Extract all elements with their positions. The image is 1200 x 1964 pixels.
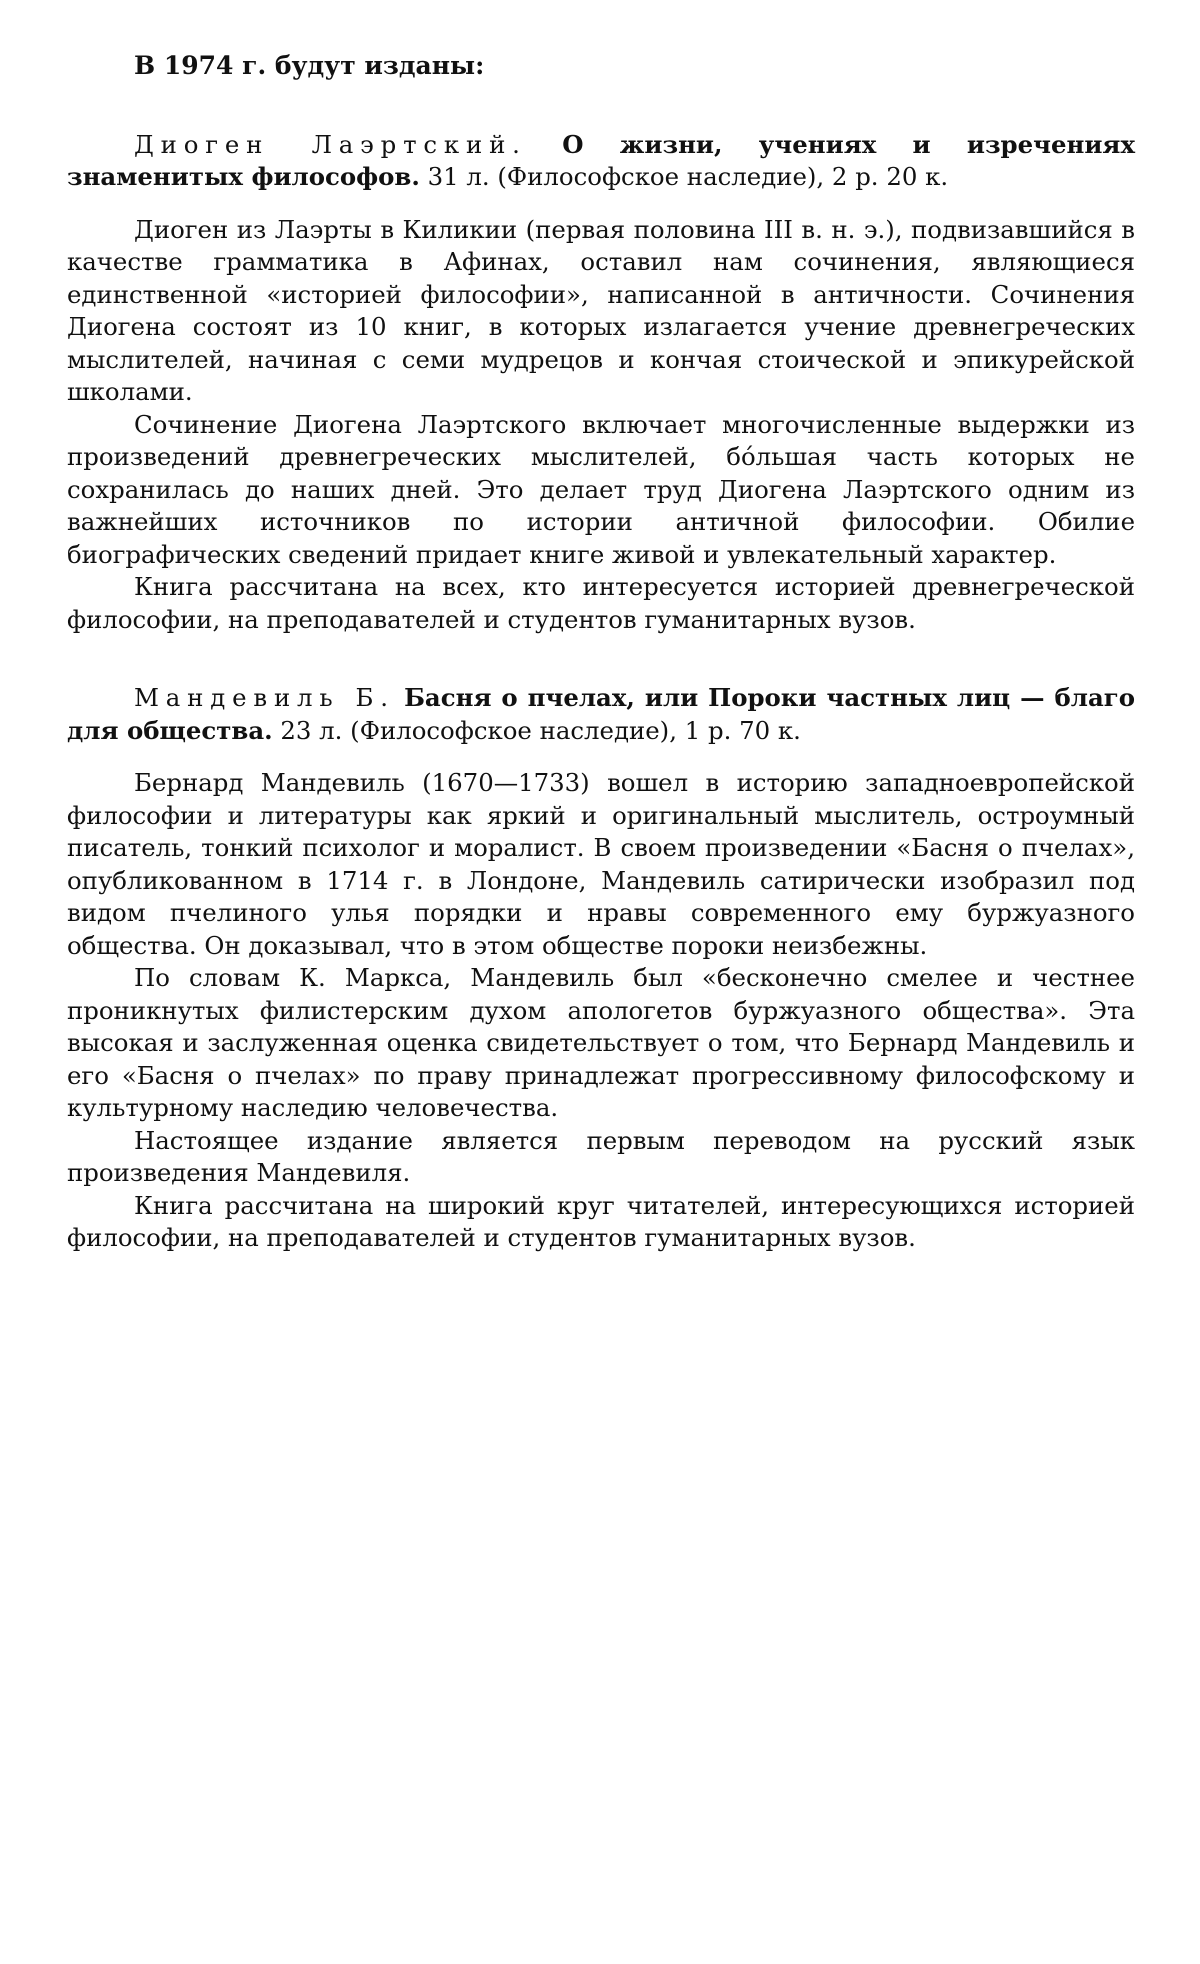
book-author: Мандевиль Б. xyxy=(134,683,395,712)
page-heading: В 1974 г. будут изданы: xyxy=(134,51,485,80)
description-paragraph: По словам К. Маркса, Мандевиль был «бесконечно смелее и честнее проникнутых филистерским духом апологетов буржуазного общества». Эта высокая и заслуженная оценка свидетельствует о том, что Бернард Мандевиль и его «Басня о пчелах» по праву принадлежат прогрессивному философскому и культурному наследию человечества. xyxy=(67,963,1135,1122)
description-paragraph: Бернард Мандевиль (1670—1733) вошел в историю западноевропейской философии и литературы как яркий и оригинальный мыслитель, остроумный писатель, тонкий психолог и моралист. В своем произведении «Басня о пчелах», опубликованном в 1714 г. в Лондоне, Мандевиль сатирически изобразил под видом пчелиного улья порядки и нравы современного ему буржуазного общества. Он доказывал, что в этом обществе пороки неизбежны. xyxy=(67,768,1135,960)
book-entry-diogenes xyxy=(67,129,1135,637)
description-paragraph: Книга рассчитана на широкий круг читателей, интересующихся историей философии, на преподавателей и студентов гуманитарных вузов. xyxy=(67,1190,1135,1252)
book-entry-mandeville xyxy=(67,682,1135,1255)
description-paragraph: Книга рассчитана на всех, кто интересуется историей древнегреческой философии, на преподавателей и студентов гуманитарных вузов. xyxy=(67,572,1135,634)
page xyxy=(67,50,1135,1255)
book-details: 31 л. (Философское наследие), 2 р. 20 к. xyxy=(427,162,949,191)
description-paragraph: Диоген из Лаэрты в Киликии (первая половина III в. н. э.), подвизавшийся в качестве грамматика в Афинах, оставил нам сочинения, являющиеся единственной «историей философии», написанной в античности. Сочинения Диогена состоят из 10 книг, в которых излагается учение древнегреческих мыслителей, начиная с семи мудрецов и кончая стоической и эпикурейской школами. xyxy=(67,214,1135,406)
book-details: 23 л. (Философское наследие), 1 р. 70 к. xyxy=(280,715,801,745)
book-author: Диоген Лаэртский. xyxy=(134,129,527,159)
bibliographic-line xyxy=(67,682,1135,747)
book-title: Басня о пчелах, или Пороки частных лиц — благо для общества. xyxy=(67,683,1135,745)
book-title: О жизни, учениях и изречениях знаменитых философов. xyxy=(67,129,1135,191)
bibliographic-line xyxy=(67,129,1135,194)
description-paragraph: Настоящее издание является первым переводом на русский язык произведения Мандевиля. xyxy=(67,1125,1135,1187)
description-paragraph: Сочинение Диогена Лаэртского включает многочисленные выдержки из произведений древнегреческих мыслителей, бо́льшая часть которых не сохранилась до наших дней. Это делает труд Диогена Лаэртского одним из важнейших источников по истории античной философии. Обилие биографических сведений придает книге живой и увлекательный характер. xyxy=(67,409,1135,569)
